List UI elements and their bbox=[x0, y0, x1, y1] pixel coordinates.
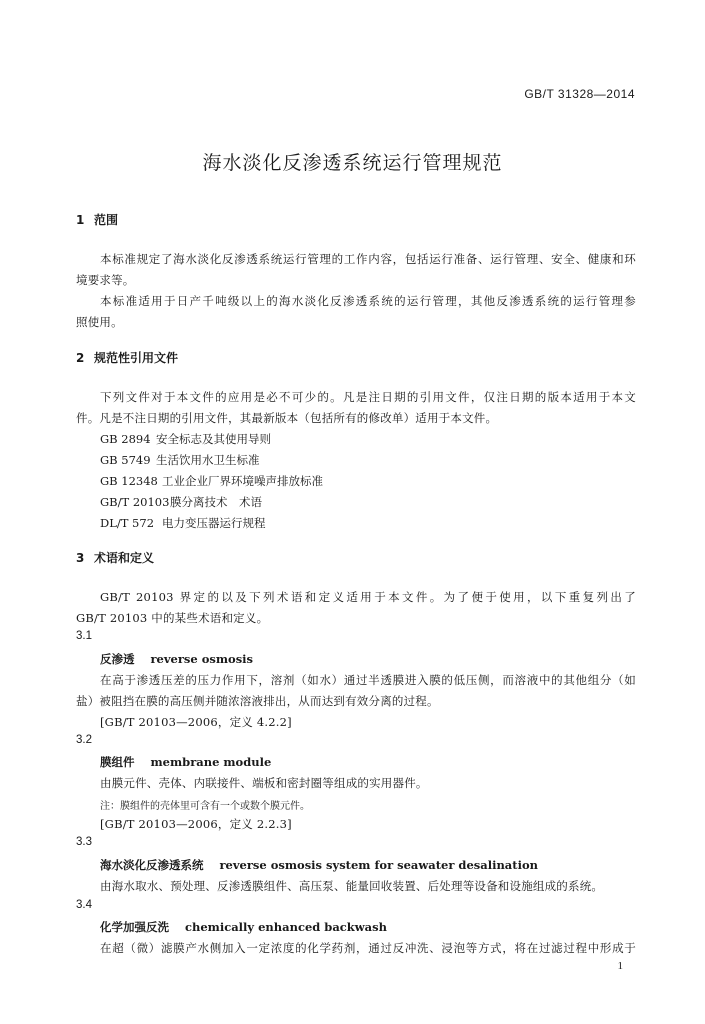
term-heading bbox=[100, 754, 271, 770]
term-en: chemically enhanced backwash bbox=[185, 920, 387, 934]
paragraph-line: GB/T 20103 界定的以及下列术语和定义适用于本文件。为了便于使用，以下重复列出了 bbox=[100, 590, 636, 604]
term-definition-line: 由膜元件、壳体、内联接件、端板和密封圈等组成的实用器件。 bbox=[100, 776, 428, 790]
term-zh: 化学加强反洗 bbox=[100, 920, 169, 934]
term-definition-line: 盐）被阻挡在膜的高压侧并随浓溶液排出，从而达到有效分离的过程。 bbox=[76, 694, 439, 708]
reference-item bbox=[100, 452, 260, 468]
term-zh: 膜组件 bbox=[100, 755, 135, 769]
section-3-heading bbox=[76, 549, 154, 566]
term-note: 注：膜组件的壳体里可含有一个或数个膜元件。 bbox=[100, 801, 310, 812]
term-heading bbox=[100, 857, 538, 873]
paragraph-line: 本标准规定了海水淡化反渗透系统运行管理的工作内容，包括运行准备、运行管理、安全、健康和环 bbox=[100, 252, 636, 266]
term-zh: 反渗透 bbox=[100, 652, 135, 666]
section-number: 1 bbox=[76, 213, 85, 227]
reference-code: GB/T 20103 bbox=[100, 495, 170, 509]
paragraph-line: GB/T 20103 中的某些术语和定义。 bbox=[76, 611, 269, 625]
reference-title: 安全标志及其使用导则 bbox=[156, 432, 271, 446]
reference-code: DL/T 572 bbox=[100, 516, 155, 530]
term-definition-line: 由海水取水、预处理、反渗透膜组件、高压泵、能量回收装置、后处理等设备和设施组成的系统。 bbox=[100, 879, 604, 893]
term-number: 3.2 bbox=[76, 734, 92, 746]
reference-code: GB 12348 bbox=[100, 474, 158, 488]
section-2-heading bbox=[76, 349, 178, 366]
document-title: 海水淡化反渗透系统运行管理规范 bbox=[202, 152, 503, 174]
term-zh: 海水淡化反渗透系统 bbox=[100, 858, 204, 872]
term-number: 3.4 bbox=[76, 899, 92, 911]
section-number: 2 bbox=[76, 351, 85, 365]
reference-title: 生活饮用水卫生标准 bbox=[156, 453, 260, 467]
paragraph-line: 本标准适用于日产千吨级以上的海水淡化反渗透系统的运行管理，其他反渗透系统的运行管理参 bbox=[100, 294, 636, 308]
term-heading bbox=[100, 651, 253, 667]
term-en: reverse osmosis bbox=[150, 652, 254, 666]
term-source: [GB/T 20103—2006，定义 2.2.3] bbox=[100, 817, 292, 831]
reference-title: 工业企业厂界环境噪声排放标准 bbox=[162, 474, 323, 488]
section-title: 范围 bbox=[94, 213, 119, 227]
standard-number: GB/T 31328—2014 bbox=[524, 87, 635, 101]
reference-item bbox=[100, 515, 266, 531]
reference-code: GB 5749 bbox=[100, 453, 151, 467]
paragraph-line: 下列文件对于本文件的应用是必不可少的。凡是注日期的引用文件，仅注日期的版本适用于本文 bbox=[100, 390, 636, 404]
term-number: 3.3 bbox=[76, 836, 92, 848]
term-source: [GB/T 20103—2006，定义 4.2.2] bbox=[100, 715, 292, 729]
term-definition-line: 在高于渗透压差的压力作用下，溶剂（如水）通过半透膜进入膜的低压侧，而溶液中的其他组分（如 bbox=[100, 673, 636, 687]
term-en: reverse osmosis system for seawater desalination bbox=[219, 858, 538, 872]
page-number: 1 bbox=[617, 960, 623, 972]
section-1-heading bbox=[76, 211, 118, 228]
reference-item bbox=[100, 473, 323, 489]
reference-item bbox=[100, 494, 262, 510]
reference-title: 电力变压器运行规程 bbox=[162, 516, 266, 530]
reference-title: 膜分离技术 术语 bbox=[170, 495, 262, 509]
paragraph-line: 照使用。 bbox=[76, 315, 123, 329]
reference-code: GB 2894 bbox=[100, 432, 151, 446]
section-number: 3 bbox=[76, 551, 85, 565]
term-definition-line: 在超（微）滤膜产水侧加入一定浓度的化学药剂，通过反冲洗、浸泡等方式，将在过滤过程中形成于 bbox=[100, 941, 636, 955]
paragraph-line: 境要求等。 bbox=[76, 273, 135, 287]
term-en: membrane module bbox=[150, 755, 272, 769]
section-title: 规范性引用文件 bbox=[94, 351, 179, 365]
term-number: 3.1 bbox=[76, 630, 92, 642]
reference-item bbox=[100, 431, 271, 447]
paragraph-line: 件。凡是不注日期的引用文件，其最新版本（包括所有的修改单）适用于本文件。 bbox=[76, 411, 498, 425]
term-heading bbox=[100, 919, 387, 935]
section-title: 术语和定义 bbox=[94, 551, 155, 565]
